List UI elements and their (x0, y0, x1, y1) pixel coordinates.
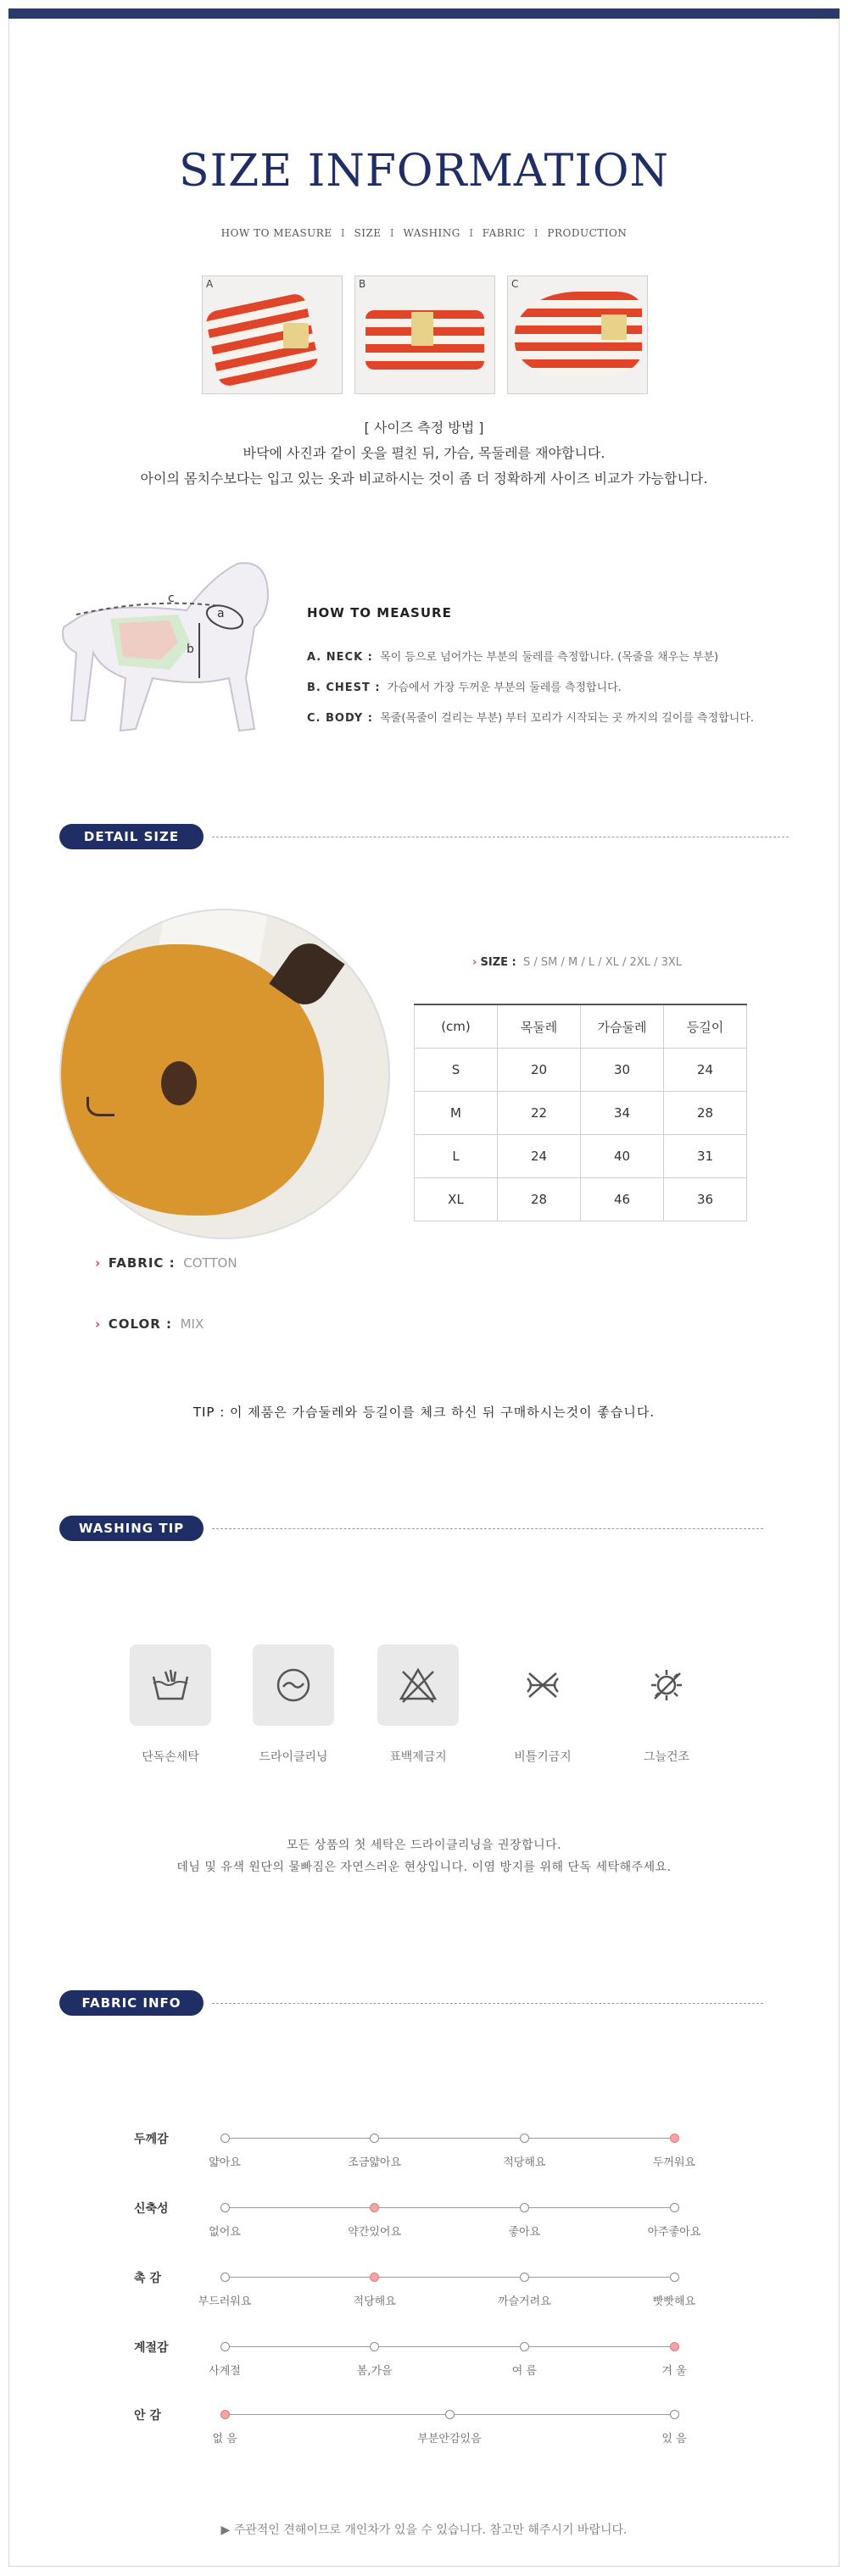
measure-key: A. NECK : (307, 651, 373, 664)
chevron-right-icon: › (95, 1255, 101, 1271)
dog-label-c: c (168, 592, 175, 605)
scale-option-label: 좋아요 (508, 2226, 541, 2239)
fabric-scale-label: 촉 감 (134, 2272, 161, 2285)
fabric-row (95, 1255, 237, 1271)
table-header: 목둘레 (498, 1004, 581, 1049)
table-cell: 24 (664, 1049, 747, 1092)
color-row (95, 1316, 204, 1332)
no-wring-icon (502, 1644, 583, 1726)
scale-option-label: 두꺼워요 (652, 2156, 696, 2169)
table-cell: 34 (581, 1092, 664, 1135)
table-cell: 31 (664, 1135, 747, 1178)
measure-text: 목줄(목줄이 걸리는 부분) 부터 꼬리가 시작되는 곳 까지의 길이를 측정합니다. (380, 712, 754, 725)
nav-separator: I (340, 227, 346, 239)
scale-option-label: 부분안감있음 (417, 2433, 482, 2445)
nav-separator: I (469, 227, 474, 239)
scale-option-label: 겨 울 (661, 2365, 687, 2378)
measure-text: 가슴에서 가장 두꺼운 부분의 둘레를 측정합니다. (387, 682, 622, 694)
table-cell: 30 (581, 1049, 664, 1092)
scale-option-label: 빳빳해요 (652, 2295, 696, 2308)
measure-instruction-2: 아이의 몸치수보다는 입고 있는 옷과 비교하시는 것이 좀 더 정확하게 사이즈 비교가 가능합니다. (140, 470, 708, 487)
fabric-closeup-photo (59, 909, 390, 1239)
fabric-scale-label: 신축성 (134, 2202, 169, 2216)
measure-key: C. BODY : (307, 712, 373, 725)
scale-option-label: 조금얇아요 (348, 2156, 402, 2169)
no-bleach-icon (377, 1644, 459, 1726)
table-row (415, 1092, 747, 1135)
section-divider (212, 1528, 763, 1529)
scale-dot (670, 2273, 679, 2282)
table-cell: M (415, 1092, 498, 1135)
nav-production[interactable]: PRODUCTION (547, 227, 628, 239)
fabric-scale-label: 안 감 (134, 2409, 161, 2423)
table-cell: 40 (581, 1135, 664, 1178)
scale-option-label: 없 음 (212, 2433, 237, 2445)
fabric-key: FABRIC : (108, 1255, 176, 1271)
measure-row-body (307, 709, 754, 725)
table-cell: 28 (664, 1092, 747, 1135)
fabric-info-badge: FABRIC INFO (59, 1990, 204, 2016)
measure-row-neck (307, 648, 718, 664)
fabric-footnote: ▶ 주관적인 견해이므로 개인차가 있을 수 있습니다. 참고만 해주시기 바랍니다. (220, 2523, 628, 2537)
scale-dot-selected (220, 2410, 230, 2419)
scale-option-label: 약간있어요 (348, 2226, 402, 2239)
scale-option-label: 까슬거려요 (497, 2295, 551, 2308)
scale-option-label: 없어요 (209, 2226, 241, 2239)
shade-dry-icon (626, 1644, 707, 1726)
size-table (414, 1004, 747, 1221)
photo-label: C (511, 278, 519, 290)
nav-how-to-measure[interactable]: HOW TO MEASURE (220, 227, 332, 239)
section-nav (0, 227, 848, 239)
scale-dot-selected (370, 2273, 379, 2282)
scale-dot (520, 2134, 529, 2143)
scale-dot (520, 2342, 529, 2351)
scale-option-label: 있 음 (661, 2433, 687, 2445)
page-frame (8, 19, 840, 2567)
table-cell: 24 (498, 1135, 581, 1178)
size-key: SIZE : (480, 956, 516, 969)
measure-method-heading: [ 사이즈 측정 방법 ] (364, 420, 484, 436)
chevron-right-icon: › (95, 1316, 101, 1332)
photo-label: A (206, 278, 214, 290)
scale-option-label: 사계절 (209, 2365, 241, 2378)
color-key: COLOR : (108, 1316, 173, 1332)
hand-wash-icon (130, 1644, 211, 1726)
dry-clean-icon (253, 1644, 334, 1726)
table-cell: S (415, 1049, 498, 1092)
scale-dot (220, 2342, 230, 2351)
fabric-scale-label: 계절감 (134, 2341, 169, 2355)
scale-option-label: 아주좋아요 (647, 2226, 701, 2239)
table-cell: 22 (498, 1092, 581, 1135)
dog-label-b: b (187, 643, 194, 656)
scale-dot (670, 2203, 679, 2212)
measure-key: B. CHEST : (307, 682, 381, 694)
measure-photo-c (507, 275, 648, 394)
table-header: 등길이 (664, 1004, 747, 1049)
color-value: MIX (180, 1316, 204, 1332)
washing-tip-badge: WASHING TIP (59, 1516, 204, 1541)
section-divider (212, 2003, 763, 2004)
table-cell: XL (415, 1178, 498, 1221)
table-row (415, 1135, 747, 1178)
nav-fabric[interactable]: FABRIC (482, 227, 526, 239)
scale-dot (220, 2203, 230, 2212)
table-header-row (415, 1004, 747, 1049)
fabric-value: COTTON (183, 1255, 237, 1271)
chevron-right-icon: › (472, 956, 477, 969)
wash-label: 표백제금지 (389, 1750, 447, 1764)
nav-separator: I (389, 227, 395, 239)
scale-dot (445, 2410, 455, 2419)
wash-label: 비틀기금지 (514, 1750, 572, 1764)
washing-note-2: 데님 및 유색 원단의 물빠짐은 자연스러운 현상입니다. 이염 방지를 위해 단독 세탁해주세요. (176, 1861, 672, 1874)
how-to-measure-title: HOW TO MEASURE (307, 605, 452, 620)
table-row (415, 1049, 747, 1092)
table-cell: 20 (498, 1049, 581, 1092)
measure-photo-b (354, 275, 495, 394)
measure-photo-a (202, 275, 343, 394)
scale-option-label: 봄,가을 (356, 2365, 393, 2378)
scale-dot (370, 2342, 379, 2351)
scale-dot-selected (670, 2134, 679, 2143)
table-cell: 28 (498, 1178, 581, 1221)
nav-separator: I (533, 227, 539, 239)
size-options (472, 956, 682, 969)
scale-dot (520, 2203, 529, 2212)
table-cell: 46 (581, 1178, 664, 1221)
page-title: SIZE INFORMATION (179, 146, 669, 197)
scale-dot-selected (370, 2203, 379, 2212)
scale-dot (520, 2273, 529, 2282)
nav-washing[interactable]: WASHING (403, 227, 460, 239)
scale-dot (670, 2410, 679, 2419)
scale-option-label: 얇아요 (209, 2156, 241, 2169)
table-row (415, 1178, 747, 1221)
wash-label: 단독손세탁 (142, 1750, 199, 1764)
size-values: S / SM / M / L / XL / 2XL / 3XL (523, 956, 683, 969)
measure-instruction-1: 바닥에 사진과 같이 옷을 펼친 뒤, 가슴, 목둘레를 재야합니다. (243, 445, 605, 461)
scale-track (225, 2138, 674, 2139)
table-cell: 36 (664, 1178, 747, 1221)
scale-dot (220, 2134, 230, 2143)
photo-label: B (359, 278, 366, 290)
dog-label-a: a (217, 607, 225, 620)
measure-text: 목이 등으로 넘어가는 부분의 둘레를 측정합니다. (목줄을 채우는 부분) (380, 651, 719, 664)
scale-option-label: 적당해요 (503, 2156, 546, 2169)
fabric-scale-label: 두께감 (134, 2133, 169, 2146)
nav-size[interactable]: SIZE (354, 227, 382, 239)
scale-dot (370, 2134, 379, 2143)
scale-dot-selected (670, 2342, 679, 2351)
table-header: (cm) (415, 1004, 498, 1049)
purchase-tip: TIP : 이 제품은 가슴둘레와 등길이를 체크 하신 뒤 구매하시는것이 좋습니다. (192, 1405, 656, 1420)
top-accent-bar (8, 8, 840, 19)
scale-option-label: 적당해요 (353, 2295, 396, 2308)
measure-row-chest (307, 678, 622, 694)
scale-track (225, 2207, 674, 2208)
scale-option-label: 부드러워요 (198, 2295, 252, 2308)
washing-note-1: 모든 상품의 첫 세탁은 드라이클리닝을 권장합니다. (286, 1839, 562, 1852)
wash-label: 그늘건조 (643, 1750, 690, 1764)
scale-dot (220, 2273, 230, 2282)
table-cell: L (415, 1135, 498, 1178)
detail-size-badge: DETAIL SIZE (59, 824, 204, 849)
dog-measure-illustration (51, 551, 288, 746)
scale-track (225, 2277, 674, 2278)
scale-option-label: 여 름 (511, 2365, 537, 2378)
scale-track (225, 2346, 674, 2347)
wash-label: 드라이클리닝 (259, 1750, 328, 1764)
table-header: 가슴둘레 (581, 1004, 664, 1049)
